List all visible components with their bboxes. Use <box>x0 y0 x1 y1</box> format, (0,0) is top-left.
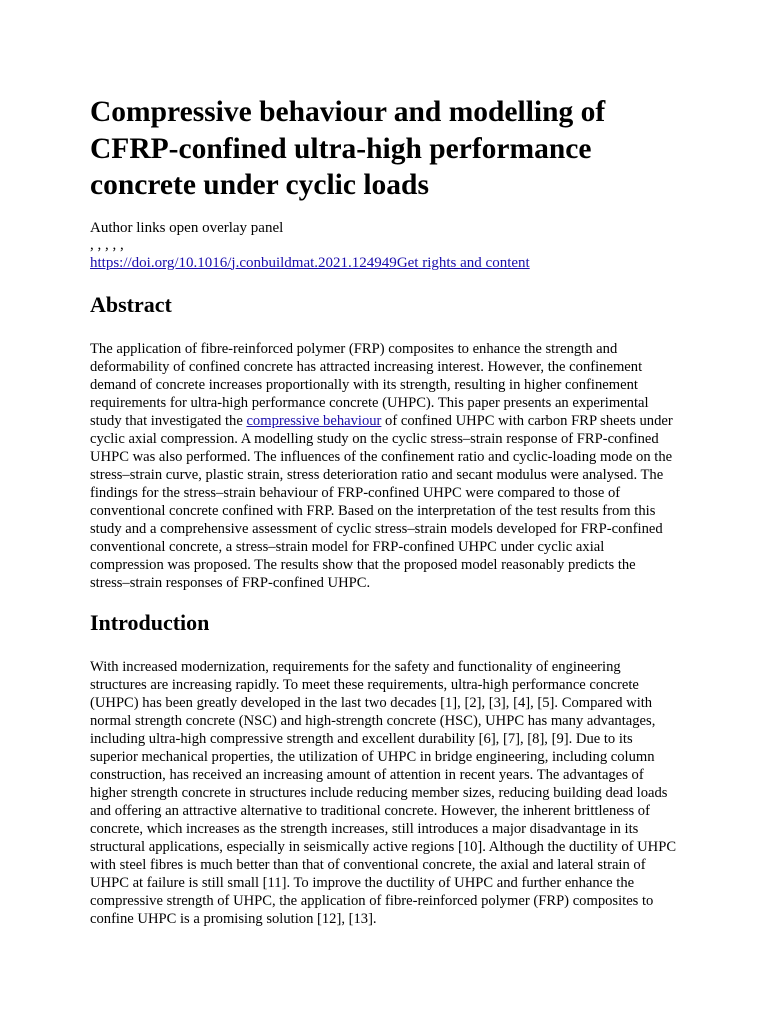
article-content <box>90 94 678 928</box>
abstract-heading: Abstract <box>90 292 172 317</box>
article-meta <box>90 220 678 273</box>
abstract-text-end: of confined UHPC with carbon FRP sheets under cyclic axial compression. A modelling study on the cyclic stress–strain response of FRP-confined UHPC was also performed. The influences of the confinement ratio and cyclic-loading mode on the stress–strain curve, plastic strain, stress deterioration ratio and secant modulus were analysed. The findings for the stress–strain behaviour of FRP-confined UHPC were compared to those of conventional concrete confined with FRP. Based on the interpretation of the test results from this study and a comprehensive assessment of cyclic stress–strain models developed for FRP-confined conventional concrete, a stress–strain model for FRP-confined UHPC under cyclic axial compression was proposed. The results show that the proposed model reasonably predicts the stress–strain responses of FRP-confined UHPC. <box>90 413 673 591</box>
author-list-separators: , , , , , <box>90 237 124 253</box>
introduction-paragraph: With increased modernization, requirements for the safety and functionality of engineering structures are increasing rapidly. To meet these requirements, ultra-high performance concrete (UHPC) has been greatly developed in the last two decades [1], [2], [3], [4], [5]. Compared with normal strength concrete (NSC) and high-strength concrete (HSC), UHPC has many advantages, including ultra-high compressive strength and excellent durability [6], [7], [8], [9]. Due to its superior mechanical properties, the utilization of UHPC in bridge engineering, including column construction, has received an increasing amount of attention in recent years. The advantages of higher strength concrete in structures include reducing member sizes, reducing building dead loads and offering an attractive alternative to traditional concrete. However, the inherent brittleness of concrete, which increases as the strength increases, still introduces a major disadvantage in its structural applications, especially in seismically active regions [10]. Although the ductility of UHPC with steel fibres is much better than that of conventional concrete, the axial and lateral strain of UHPC at failure is still small [11]. To improve the ductility of UHPC and further enhance the compressive strength of UHPC, the application of fibre-reinforced polymer (FRP) composites to confine UHPC is a promising solution [12], [13]. <box>90 659 677 927</box>
introduction-heading: Introduction <box>90 610 210 635</box>
abstract-paragraph <box>90 340 678 592</box>
article-links-row <box>90 255 678 273</box>
get-rights-link[interactable]: Get rights and content <box>396 254 530 271</box>
doi-link[interactable]: https://doi.org/10.1016/j.conbuildmat.2021.124949 <box>90 254 397 271</box>
compressive-behaviour-link[interactable]: compressive behaviour <box>246 413 382 429</box>
abstract-text-start: The application of fibre-reinforced polymer (FRP) composites to enhance the strength and deformability of confined concrete has attracted increasing interest. However, the confinement demand of concrete increases proportionally with its strength, resulting in higher confinement requirements for ultra-high performance concrete (UHPC). This paper presents an experimental study that investigated the <box>90 341 649 429</box>
author-links-toggle[interactable]: Author links open overlay panel <box>90 219 284 236</box>
article-title: Compressive behaviour and modelling of CFRP-confined ultra-high performance concrete under cyclic loads <box>90 96 606 201</box>
